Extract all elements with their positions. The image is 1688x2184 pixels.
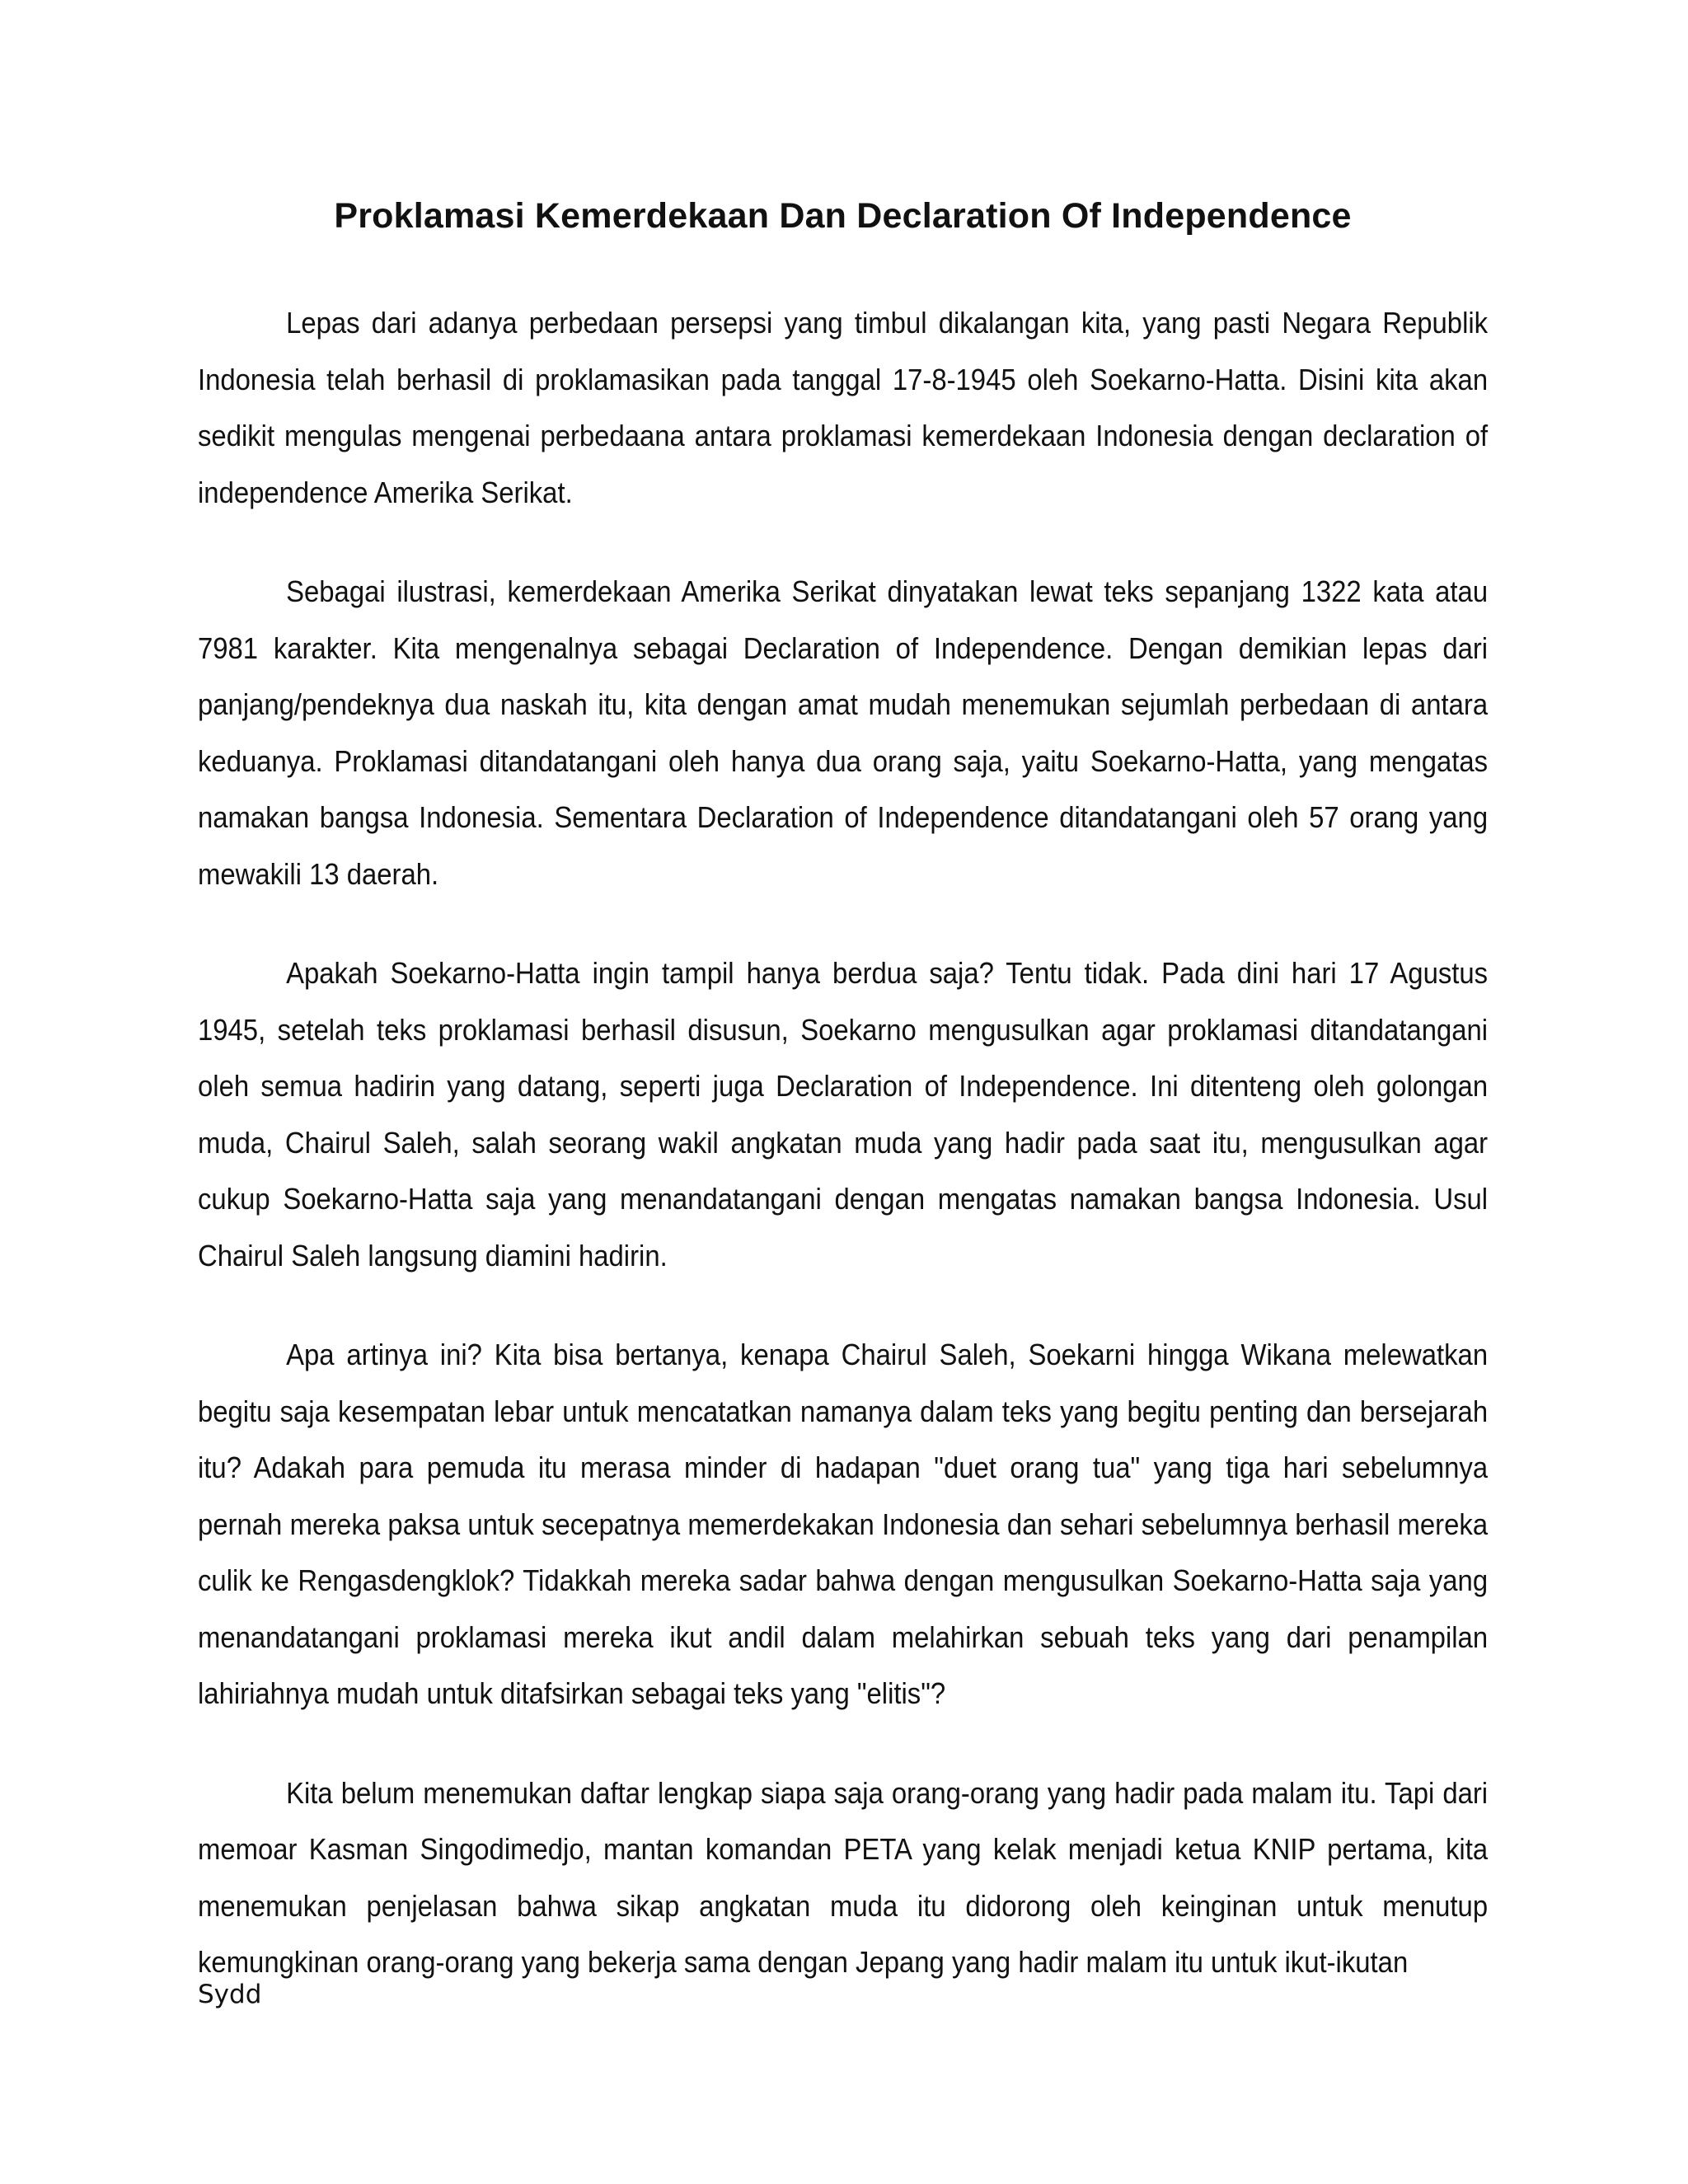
paragraph: Sebagai ilustrasi, kemerdekaan Amerika Serikat dinyatakan lewat teks sepanjang 1322 kata atau 7981 karakter. Kita mengenalnya sebagai Declaration of Independence. Dengan demikian lepas dari panjang/pendeknya dua naskah itu, kita dengan amat mudah menemukan sejumlah perbedaan di antara keduanya. Proklamasi ditandatangani oleh hanya dua orang saja, yaitu Soekarno-Hatta, yang mengatas namakan bangsa Indonesia. Sementara Declaration of Independence ditandatangani oleh 57 orang yang mewakili 13 daerah.	[198, 574, 1489, 891]
document-body	[198, 295, 1488, 2034]
paragraph: Lepas dari adanya perbedaan persepsi yang timbul dikalangan kita, yang pasti Negara Republik Indonesia telah berhasil di proklamasikan pada tanggal 17-8-1945 oleh Soekarno-Hatta. Disini kita akan sedikit mengulas mengenai perbedaana antara proklamasi kemerdekaan Indonesia dengan declaration of independence Amerika Serikat.	[198, 306, 1489, 509]
paragraph: Apakah Soekarno-Hatta ingin tampil hanya berdua saja? Tentu tidak. Pada dini hari 17 Agustus 1945, setelah teks proklamasi berhasil disusun, Soekarno mengusulkan agar proklamasi ditandatangani oleh semua hadirin yang datang, seperti juga Declaration of Independence. Ini ditenteng oleh golongan muda, Chairul Saleh, salah seorang wakil angkatan muda yang hadir pada saat itu, mengusulkan agar cukup Soekarno-Hatta saja yang menandatangani dengan mengatas namakan bangsa Indonesia. Usul Chairul Saleh langsung diamini hadirin.	[198, 956, 1489, 1272]
paragraph: Kita belum menemukan daftar lengkap siapa saja orang-orang yang hadir pada malam itu. Tapi dari memoar Kasman Singodimedjo, mantan komandan PETA yang kelak menjadi ketua KNIP pertama, kita menemukan penjelasan bahwa sikap angkatan muda itu didorong oleh keinginan untuk menutup kemungkinan orang-orang yang bekerja sama dengan Jepang yang hadir malam itu untuk ikut-ikutan	[198, 1775, 1489, 1979]
page-footer: Sydd	[198, 1980, 262, 2009]
document-title: Proklamasi Kemerdekaan Dan Declaration Of Independence	[334, 196, 1352, 236]
paragraph: Apa artinya ini? Kita bisa bertanya, kenapa Chairul Saleh, Soekarni hingga Wikana melewatkan begitu saja kesempatan lebar untuk mencatatkan namanya dalam teks yang begitu penting dan bersejarah itu? Adakah para pemuda itu merasa minder di hadapan "duet orang tua" yang tiga hari sebelumnya pernah mereka paksa untuk secepatnya memerdekakan Indonesia dan sehari sebelumnya berhasil mereka culik ke Rengasdengklok? Tidakkah mereka sadar bahwa dengan mengusulkan Soekarno-Hatta saja yang menandatangani proklamasi mereka ikut andil dalam melahirkan sebuah teks yang dari penampilan lahiriahnya mudah untuk ditafsirkan sebagai teks yang "elitis"?	[198, 1338, 1489, 1710]
